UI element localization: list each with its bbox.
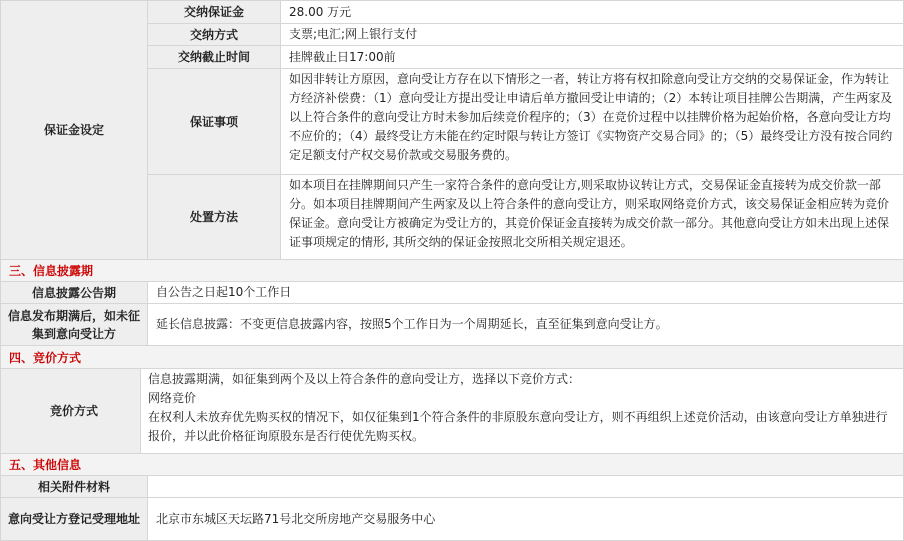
disposal-method-label: 处置方法 [147,174,281,260]
payment-deadline-label: 交纳截止时间 [147,45,281,69]
attachments-label: 相关附件材料 [0,475,148,498]
disposal-method-value: 如本项目在挂牌期间只产生一家符合条件的意向受让方,则采取协议转让方式，交易保证金直接转为成交价款一部分。如本项目挂牌期间产生两家及以上符合条件的意向受让方，则采取网络竞价方式，该交易保证金相应转为竞价保证金。意向受让方被确定为受让方的，其竞价保证金直接转为成交价款一部分。其他意向受让方如未出现上述保证事项规定的情形, 其所交纳的保证金按照北交所相关规定退还。 [280,174,904,260]
deposit-settings-group-label: 保证金设定 [0,0,148,260]
disclosure-period-value: 自公告之日起10个工作日 [147,281,904,304]
guarantee-terms-label: 保证事项 [147,68,281,175]
bidding-line-intro: 信息披露期满，如征集到两个及以上符合条件的意向受让方，选择以下竞价方式： [148,372,581,386]
payment-method-label: 交纳方式 [147,23,281,46]
section-heading-other: 五、其他信息 [0,453,904,476]
bidding-line-online: 网络竞价 [148,391,197,405]
guarantee-terms-value: 如因非转让方原因，意向受让方存在以下情形之一者，转让方将有权扣除意向受让方交纳的交易保证金，作为转让方经济补偿费：（1）意向受让方提出受让申请后单方撤回受让申请的；（2）本转让项目挂牌公告期满，产生两家及以上符合条件的意向受让方时未参加后续竞价程序的；（3）在竞价过程中以挂牌价格为起始价格，各意向受让方均不应价的；（4）最终受让方未能在约定时限与转让方签订《实物资产交易合同》的；（5）最终受让方没有按合同约定足额支付产权交易价款或交易服务费的。 [280,68,904,175]
bidding-method-label: 竞价方式 [0,368,148,454]
disclosure-period-label: 信息披露公告期 [0,281,148,304]
registration-address-label: 意向受让方登记受理地址 [0,497,148,541]
section-heading-bidding: 四、竞价方式 [0,345,904,369]
payment-method-value: 支票;电汇;网上银行支付 [280,23,904,46]
deposit-amount-label: 交纳保证金 [147,0,281,24]
registration-address-value: 北京市东城区天坛路71号北交所房地产交易服务中心 [147,497,904,541]
no-bidder-extension-label: 信息发布期满后，如未征集到意向受让方 [0,303,148,346]
section-heading-disclosure: 三、信息披露期 [0,259,904,282]
payment-deadline-value: 挂牌截止日17:00前 [280,45,904,69]
deposit-amount-value: 28.00 万元 [280,0,904,24]
bidding-method-value [140,368,904,454]
attachments-value [147,475,904,498]
bidding-line-preemption: 在权利人未放弃优先购买权的情况下，如仅征集到1个符合条件的非原股东意向受让方，则不再组织上述竞价活动，由该意向受让方单独进行报价，并以此价格征询原股东是否行使优先购买权。 [148,410,888,443]
no-bidder-extension-value: 延长信息披露：不变更信息披露内容，按照5个工作日为一个周期延长，直至征集到意向受让方。 [147,303,904,346]
